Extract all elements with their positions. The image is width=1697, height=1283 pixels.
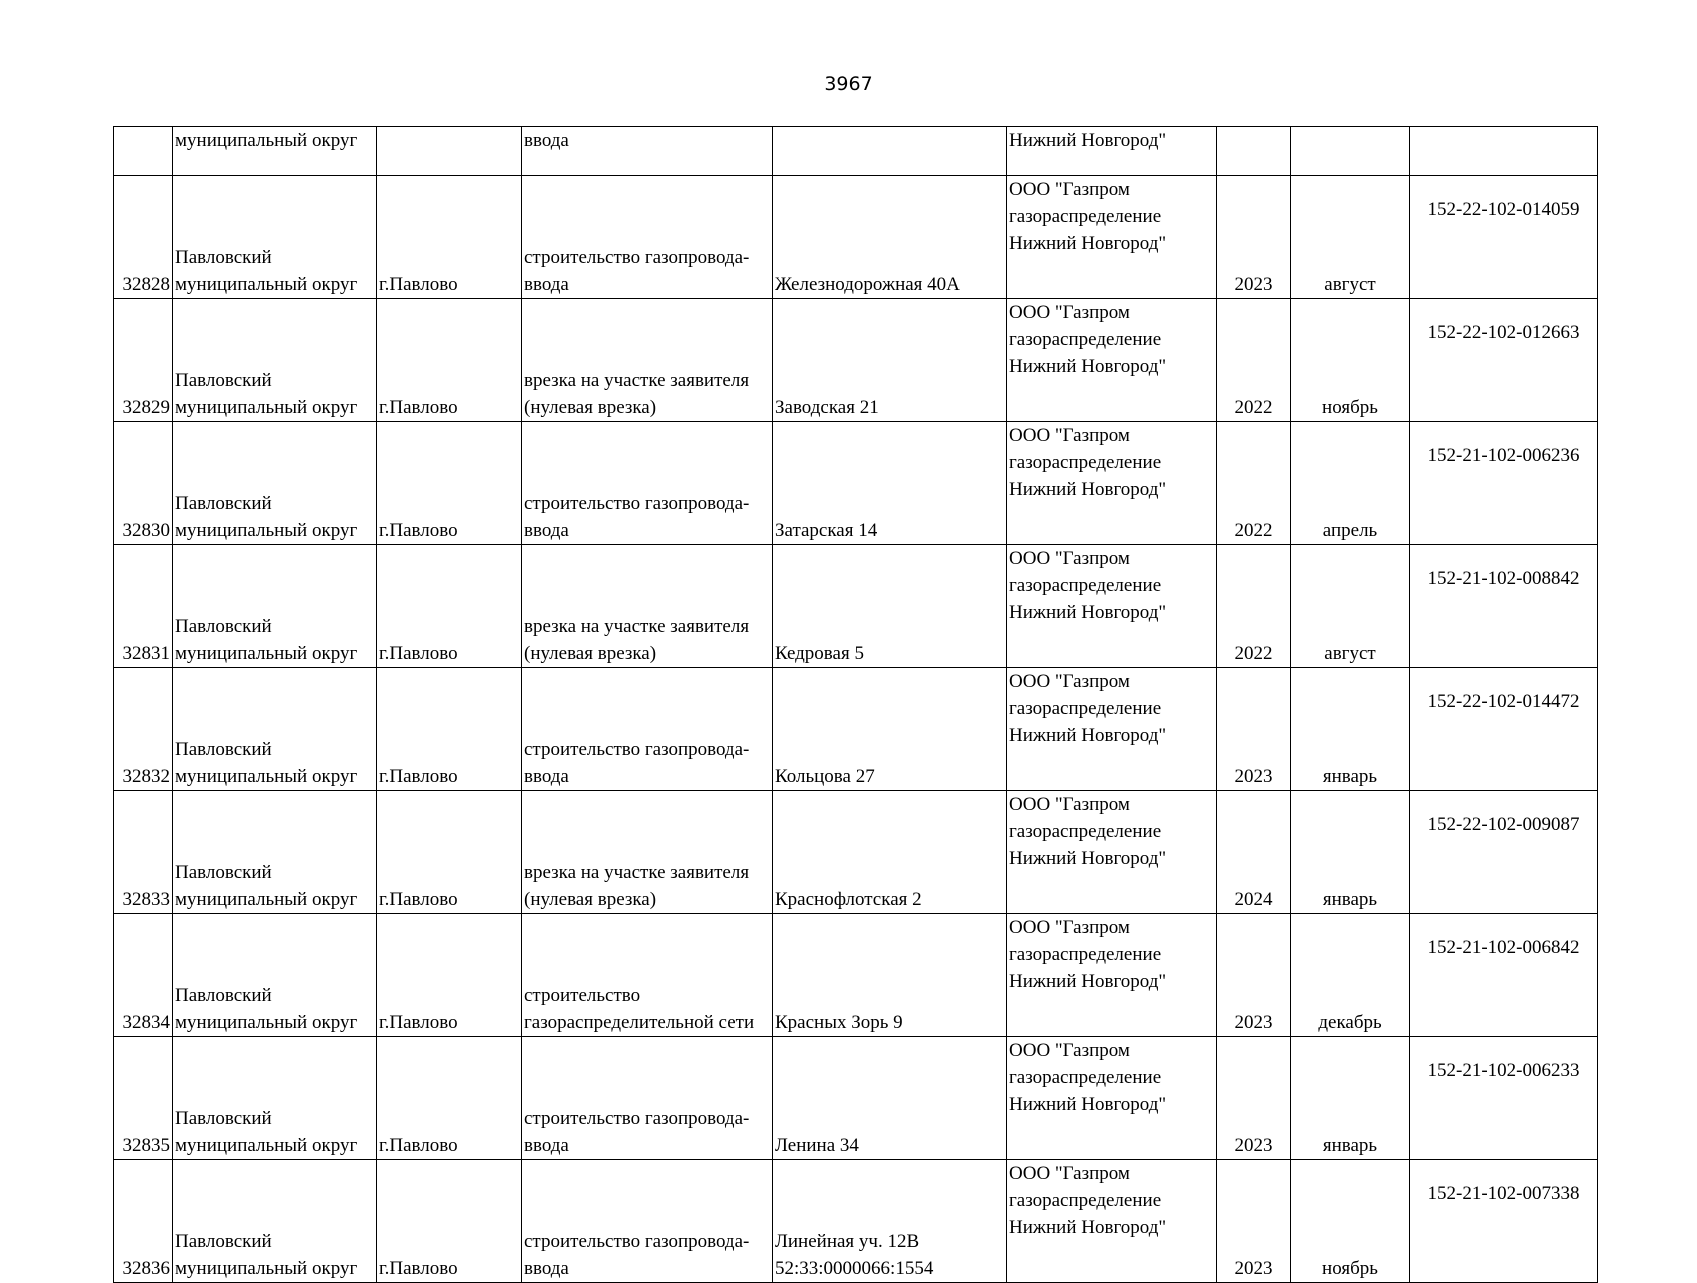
cell-city: г.Павлово xyxy=(377,422,522,545)
cell-code: 152-21-102-006842 xyxy=(1410,914,1598,1037)
cell-year: 2023 xyxy=(1217,914,1291,1037)
cell-org: ООО "Газпром газораспределение Нижний Новгород" xyxy=(1007,668,1217,791)
cell-num: 32832 xyxy=(114,668,173,791)
cell-city: г.Павлово xyxy=(377,299,522,422)
table-row xyxy=(114,176,1598,299)
cell-district: Павловский муниципальный округ xyxy=(173,1160,377,1283)
cell-org: ООО "Газпром газораспределение Нижний Новгород" xyxy=(1007,791,1217,914)
cell-num: 32828 xyxy=(114,176,173,299)
cell-district: Павловский муниципальный округ xyxy=(173,545,377,668)
cell-city: г.Павлово xyxy=(377,668,522,791)
cell-month xyxy=(1291,127,1410,176)
cell-month: январь xyxy=(1291,1037,1410,1160)
cell-code: 152-21-102-008842 xyxy=(1410,545,1598,668)
cell-year: 2022 xyxy=(1217,299,1291,422)
cell-city: г.Павлово xyxy=(377,1037,522,1160)
cell-code: 152-22-102-009087 xyxy=(1410,791,1598,914)
cell-district: Павловский муниципальный округ xyxy=(173,1037,377,1160)
cell-code: 152-21-102-006233 xyxy=(1410,1037,1598,1160)
cell-city: г.Павлово xyxy=(377,176,522,299)
table-row xyxy=(114,668,1598,791)
cell-district: Павловский муниципальный округ xyxy=(173,914,377,1037)
cell-address: Кедровая 5 xyxy=(773,545,1007,668)
table-row xyxy=(114,299,1598,422)
cell-address: Железнодорожная 40А xyxy=(773,176,1007,299)
cell-work: строительство газопровода- ввода xyxy=(522,668,773,791)
cell-org: Нижний Новгород" xyxy=(1007,127,1217,176)
table-body xyxy=(114,127,1598,1283)
cell-month: август xyxy=(1291,545,1410,668)
cell-org: ООО "Газпром газораспределение Нижний Новгород" xyxy=(1007,176,1217,299)
cell-city: г.Павлово xyxy=(377,545,522,668)
cell-year: 2024 xyxy=(1217,791,1291,914)
cell-org: ООО "Газпром газораспределение Нижний Новгород" xyxy=(1007,1037,1217,1160)
cell-city: г.Павлово xyxy=(377,1160,522,1283)
cell-work: ввода xyxy=(522,127,773,176)
cell-month: январь xyxy=(1291,668,1410,791)
cell-work: строительство газопровода- ввода xyxy=(522,1160,773,1283)
cell-district: Павловский муниципальный округ xyxy=(173,422,377,545)
cell-address: Ленина 34 xyxy=(773,1037,1007,1160)
cell-code: 152-21-102-007338 xyxy=(1410,1160,1598,1283)
cell-num: 32835 xyxy=(114,1037,173,1160)
cell-district: Павловский муниципальный округ xyxy=(173,299,377,422)
cell-org: ООО "Газпром газораспределение Нижний Новгород" xyxy=(1007,1160,1217,1283)
cell-year: 2023 xyxy=(1217,1160,1291,1283)
cell-org: ООО "Газпром газораспределение Нижний Новгород" xyxy=(1007,914,1217,1037)
cell-work: строительство газопровода- ввода xyxy=(522,176,773,299)
cell-month: ноябрь xyxy=(1291,1160,1410,1283)
cell-city: г.Павлово xyxy=(377,791,522,914)
cell-num: 32831 xyxy=(114,545,173,668)
cell-num xyxy=(114,127,173,176)
cell-code: 152-22-102-012663 xyxy=(1410,299,1598,422)
cell-address: Краснофлотская 2 xyxy=(773,791,1007,914)
cell-month: январь xyxy=(1291,791,1410,914)
cell-address: Кольцова 27 xyxy=(773,668,1007,791)
cell-num: 32834 xyxy=(114,914,173,1037)
cell-address xyxy=(773,127,1007,176)
cell-year xyxy=(1217,127,1291,176)
cell-year: 2023 xyxy=(1217,1037,1291,1160)
cell-year: 2022 xyxy=(1217,545,1291,668)
registry-table xyxy=(113,126,1598,1283)
table-row xyxy=(114,422,1598,545)
cell-address: Линейная уч. 12В 52:33:0000066:1554 xyxy=(773,1160,1007,1283)
cell-city xyxy=(377,127,522,176)
cell-work: врезка на участке заявителя (нулевая врезка) xyxy=(522,791,773,914)
cell-org: ООО "Газпром газораспределение Нижний Новгород" xyxy=(1007,422,1217,545)
table-row xyxy=(114,1037,1598,1160)
cell-address: Затарская 14 xyxy=(773,422,1007,545)
cell-month: декабрь xyxy=(1291,914,1410,1037)
cell-month: август xyxy=(1291,176,1410,299)
cell-city: г.Павлово xyxy=(377,914,522,1037)
cell-work: врезка на участке заявителя (нулевая врезка) xyxy=(522,299,773,422)
table-row xyxy=(114,1160,1598,1283)
cell-work: строительство газопровода- ввода xyxy=(522,1037,773,1160)
page-number: 3967 xyxy=(824,73,873,95)
continuation-row xyxy=(114,127,1598,176)
cell-work: строительство газопровода- ввода xyxy=(522,422,773,545)
cell-year: 2023 xyxy=(1217,668,1291,791)
cell-district: муниципальный округ xyxy=(173,127,377,176)
cell-month: ноябрь xyxy=(1291,299,1410,422)
cell-code: 152-22-102-014059 xyxy=(1410,176,1598,299)
cell-year: 2022 xyxy=(1217,422,1291,545)
cell-org: ООО "Газпром газораспределение Нижний Новгород" xyxy=(1007,545,1217,668)
cell-district: Павловский муниципальный округ xyxy=(173,791,377,914)
cell-num: 32830 xyxy=(114,422,173,545)
cell-work: строительство газораспределительной сети xyxy=(522,914,773,1037)
cell-district: Павловский муниципальный округ xyxy=(173,668,377,791)
table-row xyxy=(114,914,1598,1037)
cell-month: апрель xyxy=(1291,422,1410,545)
cell-num: 32833 xyxy=(114,791,173,914)
cell-code xyxy=(1410,127,1598,176)
cell-code: 152-21-102-006236 xyxy=(1410,422,1598,545)
cell-code: 152-22-102-014472 xyxy=(1410,668,1598,791)
cell-address: Заводская 21 xyxy=(773,299,1007,422)
cell-district: Павловский муниципальный округ xyxy=(173,176,377,299)
cell-year: 2023 xyxy=(1217,176,1291,299)
cell-work: врезка на участке заявителя (нулевая врезка) xyxy=(522,545,773,668)
cell-num: 32829 xyxy=(114,299,173,422)
cell-org: ООО "Газпром газораспределение Нижний Новгород" xyxy=(1007,299,1217,422)
table-row xyxy=(114,791,1598,914)
cell-num: 32836 xyxy=(114,1160,173,1283)
cell-address: Красных Зорь 9 xyxy=(773,914,1007,1037)
table-row xyxy=(114,545,1598,668)
